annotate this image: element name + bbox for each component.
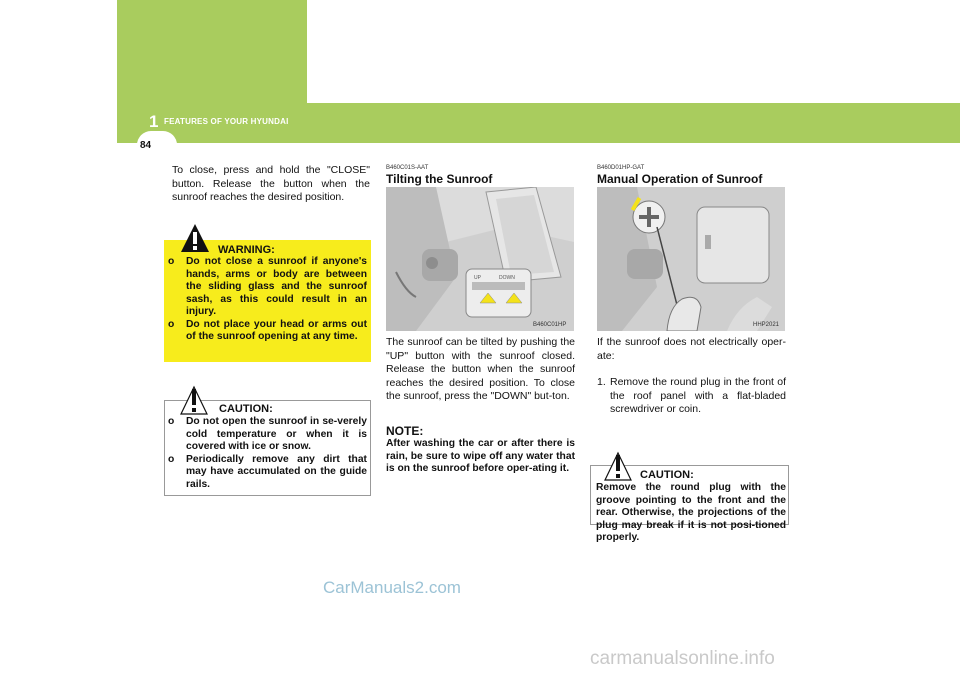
bullet-marker: o [168, 453, 175, 465]
warning-item-text: Do not close a sunroof if anyone's hands, arms or body are between the sliding glass and the sunroof sash, as this could result in an injury. [186, 256, 367, 317]
warning-item-text: Do not place your head or arms out of the sunroof opening at any time. [186, 318, 367, 342]
chapter-number: 1 [149, 112, 159, 131]
step-text: Remove the round plug in the front of the roof panel with a flat-bladed screwdriver or coin. [610, 376, 786, 415]
section-body: The sunroof can be tilted by pushing the "UP" button with the sunroof closed. Release the button when the sunroof reaches the desired position. To close the sunroof, press the "DOWN" but-ton. [386, 336, 575, 402]
section-body: If the sunroof does not electrically oper-ate: [597, 336, 786, 362]
caution-item-text: Do not open the sunroof in se-verely cold temperature or when it is covered with ice or snow. [186, 416, 367, 452]
warning-title: WARNING: [218, 244, 275, 256]
caution-icon [604, 451, 632, 481]
note-title: NOTE: [386, 424, 424, 438]
caution-title: CAUTION: [219, 403, 273, 415]
bullet-marker: o [168, 256, 175, 267]
section-code: B460D01HP-GAT [597, 165, 645, 171]
warning-item [168, 319, 367, 344]
caution-list [168, 416, 367, 491]
step-number: 1. [597, 376, 606, 388]
warning-item [168, 256, 367, 319]
section-title: Tilting the Sunroof [386, 172, 493, 186]
page-number: 84 [140, 140, 152, 151]
bullet-marker: o [168, 318, 175, 330]
watermark-footer[interactable]: carmanualsonline.info [590, 648, 775, 669]
caution-icon [180, 385, 208, 415]
up-label: UP [474, 275, 481, 281]
warning-icon [180, 223, 210, 253]
step-item [597, 376, 786, 417]
watermark-link[interactable]: CarManuals2.com [323, 578, 461, 597]
section-title: Manual Operation of Sunroof [597, 172, 763, 186]
tilt-illustration-drawing [386, 187, 574, 331]
intro-paragraph: To close, press and hold the "CLOSE" button. Release the button when the sunroof reaches the desired position. [172, 164, 370, 203]
section-code: B460C01S-AAT [386, 165, 429, 171]
image-caption: HHP2021 [753, 322, 780, 328]
step-list [597, 376, 786, 417]
down-label: DOWN [499, 275, 515, 281]
warning-list [168, 256, 367, 344]
caution-body: Remove the round plug with the groove pointing to the front and the rear. Otherwise, the projections of the plug may break if it is not posi-tioned properly. [596, 482, 786, 543]
caution-title: CAUTION: [640, 469, 694, 481]
image-caption: B460C01HP [533, 322, 567, 328]
bullet-marker: o [168, 416, 175, 427]
sunroof-tilt-illustration [386, 187, 574, 331]
caution-item [168, 416, 367, 454]
manual-illustration-drawing [597, 187, 785, 331]
chapter-title: FEATURES OF YOUR HYUNDAI [164, 117, 289, 126]
note-body: After washing the car or after there is rain, be sure to wipe off any water that is on the sunroof before oper-ating it. [386, 438, 575, 474]
caution-item [168, 454, 367, 492]
caution-item-text: Periodically remove any dirt that may have accumulated on the guide rails. [186, 453, 367, 490]
manual-operation-illustration [597, 187, 785, 331]
